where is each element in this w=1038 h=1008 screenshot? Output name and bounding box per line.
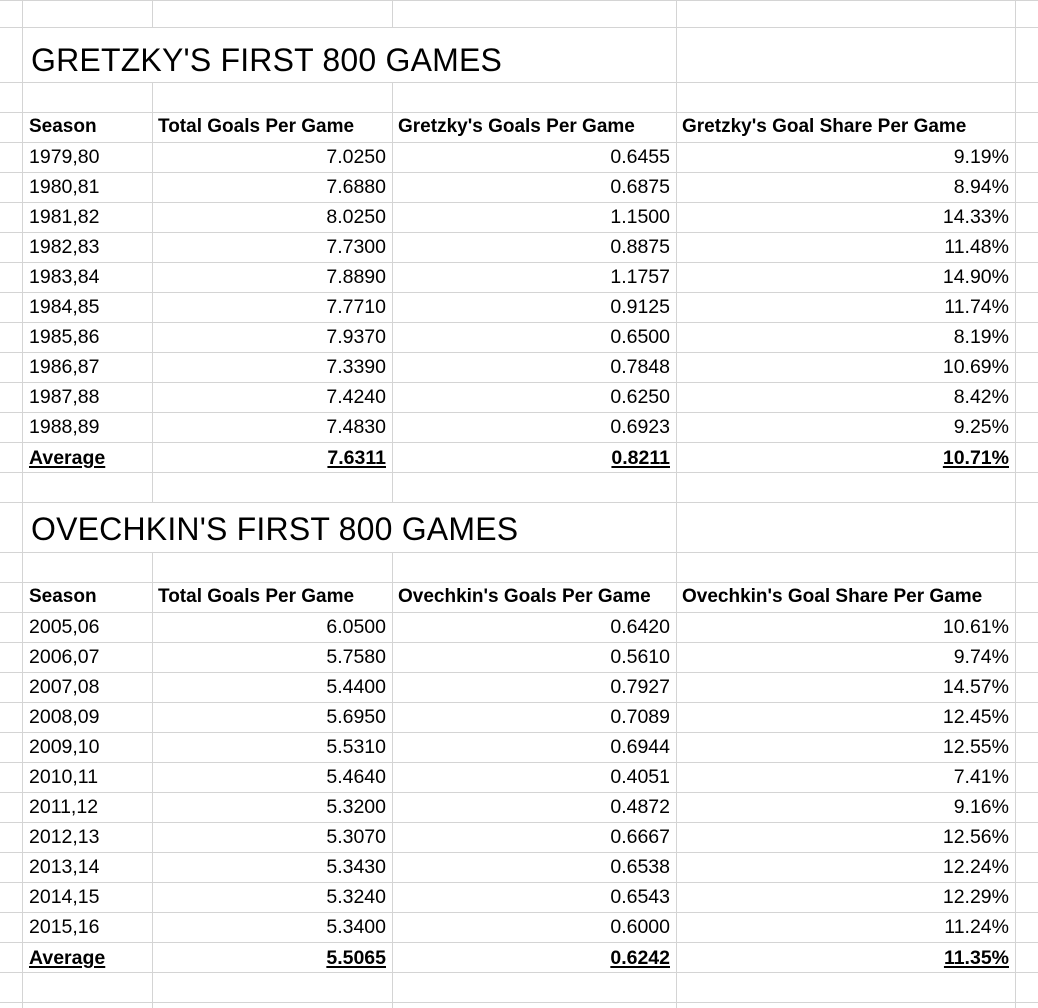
gridline-horizontal: [0, 472, 1038, 473]
gridline-horizontal: [0, 322, 1038, 323]
average-label[interactable]: Average: [29, 947, 106, 969]
goal-share-cell[interactable]: 8.19%: [953, 326, 1009, 348]
average-total-goals[interactable]: 7.6311: [327, 447, 386, 469]
total-goals-cell[interactable]: 7.3390: [326, 356, 386, 378]
gridline-horizontal: [0, 822, 1038, 823]
average-goal-share[interactable]: 10.71%: [942, 447, 1009, 469]
total-goals-cell[interactable]: 7.4240: [326, 386, 386, 408]
gridline-horizontal: [0, 882, 1038, 883]
goal-share-cell[interactable]: 9.74%: [953, 646, 1009, 668]
gridline-horizontal: [0, 0, 1038, 1]
player-goals-cell[interactable]: 0.4051: [610, 766, 670, 788]
goal-share-cell[interactable]: 10.69%: [942, 356, 1009, 378]
goal-share-cell[interactable]: 10.61%: [942, 616, 1009, 638]
player-goals-cell[interactable]: 0.6923: [610, 416, 670, 438]
average-player-goals[interactable]: 0.8211: [611, 447, 670, 469]
player-goals-cell[interactable]: 0.7848: [610, 356, 670, 378]
gridline-horizontal: [0, 792, 1038, 793]
gridline-horizontal: [0, 442, 1038, 443]
gridline-horizontal: [0, 732, 1038, 733]
season-cell[interactable]: 1982,83: [29, 236, 100, 258]
header-goal-share[interactable]: Ovechkin's Goal Share Per Game: [682, 586, 983, 607]
gridline-horizontal: [0, 172, 1038, 173]
gridline-horizontal: [0, 292, 1038, 293]
header-goal-share[interactable]: Gretzky's Goal Share Per Game: [682, 116, 967, 137]
gridline-horizontal: [0, 762, 1038, 763]
gridline-horizontal: [0, 552, 1038, 553]
gridline-horizontal: [0, 112, 1038, 113]
season-cell[interactable]: 1980,81: [29, 176, 100, 198]
player-goals-cell[interactable]: 0.6455: [610, 146, 670, 168]
total-goals-cell[interactable]: 5.3200: [326, 796, 386, 818]
player-goals-cell[interactable]: 0.6944: [610, 736, 670, 758]
season-cell[interactable]: 2011,12: [29, 796, 99, 818]
goal-share-cell[interactable]: 12.55%: [942, 736, 1009, 758]
gridline-horizontal: [0, 852, 1038, 853]
season-cell[interactable]: 1987,88: [29, 386, 100, 408]
goal-share-cell[interactable]: 11.24%: [944, 916, 1009, 938]
total-goals-cell[interactable]: 7.7710: [326, 296, 386, 318]
goal-share-cell[interactable]: 8.42%: [953, 386, 1009, 408]
total-goals-cell[interactable]: 7.7300: [326, 236, 386, 258]
player-goals-cell[interactable]: 0.6250: [610, 386, 670, 408]
goal-share-cell[interactable]: 9.19%: [953, 146, 1009, 168]
goal-share-cell[interactable]: 11.48%: [944, 236, 1009, 258]
table-title[interactable]: GRETZKY'S FIRST 800 GAMES: [31, 42, 503, 78]
season-cell[interactable]: 1985,86: [29, 326, 100, 348]
total-goals-cell[interactable]: 5.4400: [326, 676, 386, 698]
goal-share-cell[interactable]: 12.45%: [942, 706, 1009, 728]
average-total-goals[interactable]: 5.5065: [326, 947, 386, 969]
gridline-horizontal: [0, 412, 1038, 413]
player-goals-cell[interactable]: 0.6543: [610, 886, 670, 908]
gridline-horizontal: [0, 672, 1038, 673]
gridline-horizontal: [0, 642, 1038, 643]
gridline-horizontal: [0, 972, 1038, 973]
season-cell[interactable]: 1984,85: [29, 296, 100, 318]
gridline-horizontal: [0, 232, 1038, 233]
total-goals-cell[interactable]: 5.3070: [326, 826, 386, 848]
header-player-goals[interactable]: Ovechkin's Goals Per Game: [398, 586, 651, 607]
header-total-goals[interactable]: Total Goals Per Game: [158, 116, 355, 137]
total-goals-cell[interactable]: 8.0250: [326, 206, 386, 228]
gridline-horizontal: [0, 942, 1038, 943]
season-cell[interactable]: 2007,08: [29, 676, 100, 698]
player-goals-cell[interactable]: 1.1757: [610, 266, 670, 288]
gridline-horizontal: [0, 82, 1038, 83]
player-goals-cell[interactable]: 0.6420: [610, 616, 670, 638]
total-goals-cell[interactable]: 5.5310: [326, 736, 386, 758]
goal-share-cell[interactable]: 14.57%: [942, 676, 1009, 698]
goal-share-cell[interactable]: 11.74%: [944, 296, 1009, 318]
player-goals-cell[interactable]: 1.1500: [610, 206, 670, 228]
goal-share-cell[interactable]: 14.90%: [942, 266, 1009, 288]
gridline-horizontal: [0, 382, 1038, 383]
average-player-goals[interactable]: 0.6242: [610, 947, 670, 969]
header-season[interactable]: Season: [29, 116, 97, 137]
gridline-horizontal: [0, 702, 1038, 703]
average-goal-share[interactable]: 11.35%: [943, 947, 1009, 969]
season-cell[interactable]: 2015,16: [29, 916, 100, 938]
table-title[interactable]: OVECHKIN'S FIRST 800 GAMES: [31, 511, 519, 547]
total-goals-cell[interactable]: 7.0250: [326, 146, 386, 168]
player-goals-cell[interactable]: 0.5610: [610, 646, 670, 668]
total-goals-cell[interactable]: 7.9370: [326, 326, 386, 348]
player-goals-cell[interactable]: 0.6875: [610, 176, 670, 198]
total-goals-cell[interactable]: 7.6880: [326, 176, 386, 198]
header-total-goals[interactable]: Total Goals Per Game: [158, 586, 355, 607]
gridline-horizontal: [0, 1002, 1038, 1003]
player-goals-cell[interactable]: 0.6538: [610, 856, 670, 878]
goal-share-cell[interactable]: 12.29%: [942, 886, 1009, 908]
player-goals-cell[interactable]: 0.8875: [610, 236, 670, 258]
total-goals-cell[interactable]: 5.6950: [326, 706, 386, 728]
gridline-vertical: [1015, 0, 1016, 1008]
season-cell[interactable]: 2012,13: [29, 826, 100, 848]
total-goals-cell[interactable]: 5.7580: [326, 646, 386, 668]
gridline-horizontal: [0, 142, 1038, 143]
average-label[interactable]: Average: [29, 447, 106, 469]
gridline-horizontal: [0, 612, 1038, 613]
season-cell[interactable]: 2008,09: [29, 706, 100, 728]
season-cell[interactable]: 1986,87: [29, 356, 100, 378]
player-goals-cell[interactable]: 0.6667: [610, 826, 670, 848]
header-season[interactable]: Season: [29, 586, 97, 607]
season-cell[interactable]: 2005,06: [29, 616, 100, 638]
gridline-horizontal: [0, 912, 1038, 913]
total-goals-cell[interactable]: 6.0500: [326, 616, 386, 638]
total-goals-cell[interactable]: 5.3240: [326, 886, 386, 908]
season-cell[interactable]: 1979,80: [29, 146, 100, 168]
goal-share-cell[interactable]: 9.25%: [953, 416, 1009, 438]
season-cell[interactable]: 1983,84: [29, 266, 100, 288]
season-cell[interactable]: 1988,89: [29, 416, 100, 438]
total-goals-cell[interactable]: 7.8890: [326, 266, 386, 288]
goal-share-cell[interactable]: 12.24%: [942, 856, 1009, 878]
goal-share-cell[interactable]: 8.94%: [953, 176, 1009, 198]
player-goals-cell[interactable]: 0.9125: [610, 296, 670, 318]
player-goals-cell[interactable]: 0.6500: [610, 326, 670, 348]
total-goals-cell[interactable]: 5.3400: [326, 916, 386, 938]
player-goals-cell[interactable]: 0.4872: [610, 796, 670, 818]
season-cell[interactable]: 2006,07: [29, 646, 100, 668]
gridline-horizontal: [0, 582, 1038, 583]
gridline-horizontal: [0, 352, 1038, 353]
season-cell[interactable]: 2013,14: [29, 856, 100, 878]
gridline-horizontal: [0, 202, 1038, 203]
total-goals-cell[interactable]: 5.3430: [326, 856, 386, 878]
goal-share-cell[interactable]: 14.33%: [942, 206, 1009, 228]
goal-share-cell[interactable]: 9.16%: [953, 796, 1009, 818]
header-player-goals[interactable]: Gretzky's Goals Per Game: [398, 116, 635, 137]
gridline-horizontal: [0, 262, 1038, 263]
total-goals-cell[interactable]: 5.4640: [326, 766, 386, 788]
season-cell[interactable]: 2010,11: [29, 766, 99, 788]
goal-share-cell[interactable]: 12.56%: [942, 826, 1009, 848]
season-cell[interactable]: 2014,15: [29, 886, 100, 908]
season-cell[interactable]: 1981,82: [29, 206, 100, 228]
season-cell[interactable]: 2009,10: [29, 736, 100, 758]
player-goals-cell[interactable]: 0.7927: [610, 676, 670, 698]
total-goals-cell[interactable]: 7.4830: [326, 416, 386, 438]
player-goals-cell[interactable]: 0.7089: [610, 706, 670, 728]
goal-share-cell[interactable]: 7.41%: [953, 766, 1009, 788]
player-goals-cell[interactable]: 0.6000: [610, 916, 670, 938]
